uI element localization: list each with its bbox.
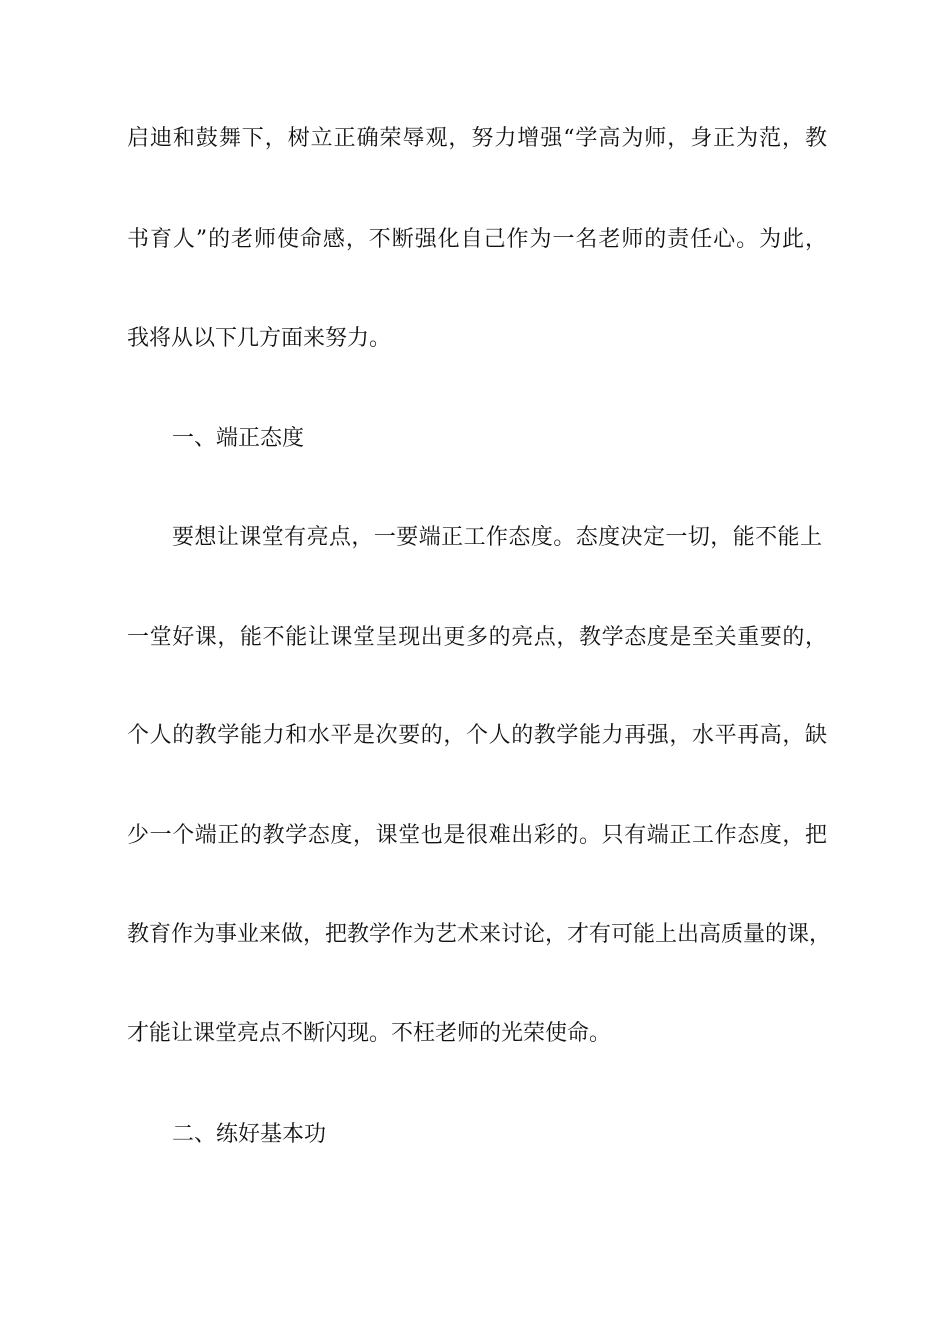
paragraph-line-9: 才能让课堂亮点不断闪现。不枉老师的光荣使命。 bbox=[127, 1021, 612, 1046]
paragraph-line-3: 我将从以下几方面来努力。 bbox=[127, 326, 392, 351]
paragraph-line-1: 启迪和鼓舞下，树立正确荣辱观，努力增强“学高为师，身正为范，教 bbox=[127, 126, 827, 151]
paragraph-line-7: 少一个端正的教学态度，课堂也是很难出彩的。只有端正工作态度，把 bbox=[127, 823, 827, 848]
paragraph-line-5: 一堂好课，能不能让课堂呈现出更多的亮点，教学态度是至关重要的， bbox=[127, 625, 827, 650]
paragraph-line-2: 书育人”的老师使命感，不断强化自己作为一名老师的责任心。为此， bbox=[127, 227, 827, 252]
paragraph-line-6: 个人的教学能力和水平是次要的，个人的教学能力再强，水平再高，缺 bbox=[127, 723, 827, 748]
paragraph-line-8: 教育作为事业来做，把教学作为艺术来讨论，才有可能上出高质量的课， bbox=[127, 922, 832, 947]
section-heading-2: 二、练好基本功 bbox=[172, 1122, 327, 1147]
section-heading-1: 一、端正态度 bbox=[172, 426, 305, 451]
paragraph-line-4: 要想让课堂有亮点，一要端正工作态度。态度决定一切，能不能上 bbox=[172, 525, 822, 550]
